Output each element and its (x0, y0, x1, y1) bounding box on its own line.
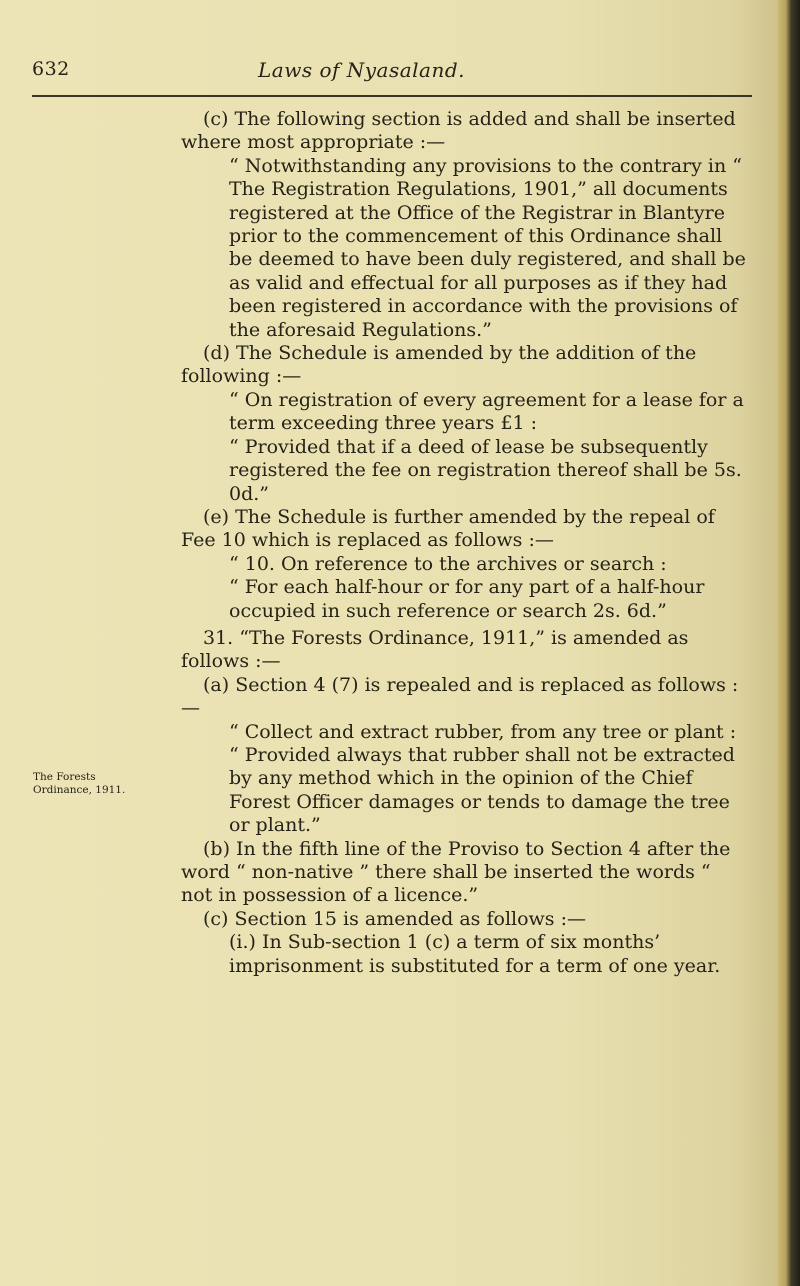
body-text (181, 108, 746, 978)
quoted-provided-always: “ Provided always that rubber shall not be extracted by any method which in the opinion of the Chief Forest Officer damages or tends to damage the tree or plant.” (229, 743, 735, 837)
margin-note (33, 771, 183, 797)
paragraph-c-section-15: (c) Section 15 is amended as follows :— (203, 907, 586, 930)
page-edge-shadow (778, 0, 800, 1286)
running-title: Laws of Nyasaland. (258, 58, 466, 82)
paragraph-b: (b) In the fifth line of the Proviso to Section 4 after the word “ non-native ” there shall be inserted the words “ not in possession of a licence.” (181, 837, 731, 907)
page-number: 632 (32, 58, 70, 80)
subsection-i: (i.) In Sub-section 1 (c) a term of six months’ imprisonment is substituted for a term of one year. (229, 931, 721, 977)
margin-note-line-1: The Forests (33, 771, 96, 783)
quoted-half-hour: “ For each half-hour or for any part of a half-hour occupied in such reference or search 2s. 6d.” (229, 576, 705, 622)
paragraph-a: (a) Section 4 (7) is repealed and is replaced as follows :— (181, 673, 739, 720)
quoted-notwithstanding: “ Notwithstanding any provisions to the contrary in “ The Registration Regulations, 1901,” all documents registered at the Office of the Registrar in Blantyre prior to the commencement of this Ordinance shall be deemed to have been duly registered, and shall be as valid and effectual for all purposes as if they had been registered in accordance with the provisions of the aforesaid Regulations.” (229, 154, 746, 341)
paragraph-c: (c) The following section is added and shall be inserted where most appropriate :— (181, 108, 736, 154)
section-31: 31. “The Forests Ordinance, 1911,” is amended as follows :— (181, 626, 689, 673)
quoted-fee-10: “ 10. On reference to the archives or search : (229, 552, 667, 575)
header-rule (32, 95, 752, 97)
paragraph-d: (d) The Schedule is amended by the addition of the following :— (181, 342, 697, 388)
margin-note-line-2: Ordinance, 1911. (33, 784, 126, 796)
quoted-provided-fee: “ Provided that if a deed of lease be subsequently registered the fee on registration thereof shall be 5s. 0d.” (229, 435, 742, 505)
quoted-registration: “ On registration of every agreement for a lease for a term exceeding three years £1 : (229, 388, 744, 435)
quoted-collect-rubber: “ Collect and extract rubber, from any tree or plant : (229, 720, 737, 743)
paragraph-e: (e) The Schedule is further amended by the repeal of Fee 10 which is replaced as follows :— (181, 505, 715, 552)
